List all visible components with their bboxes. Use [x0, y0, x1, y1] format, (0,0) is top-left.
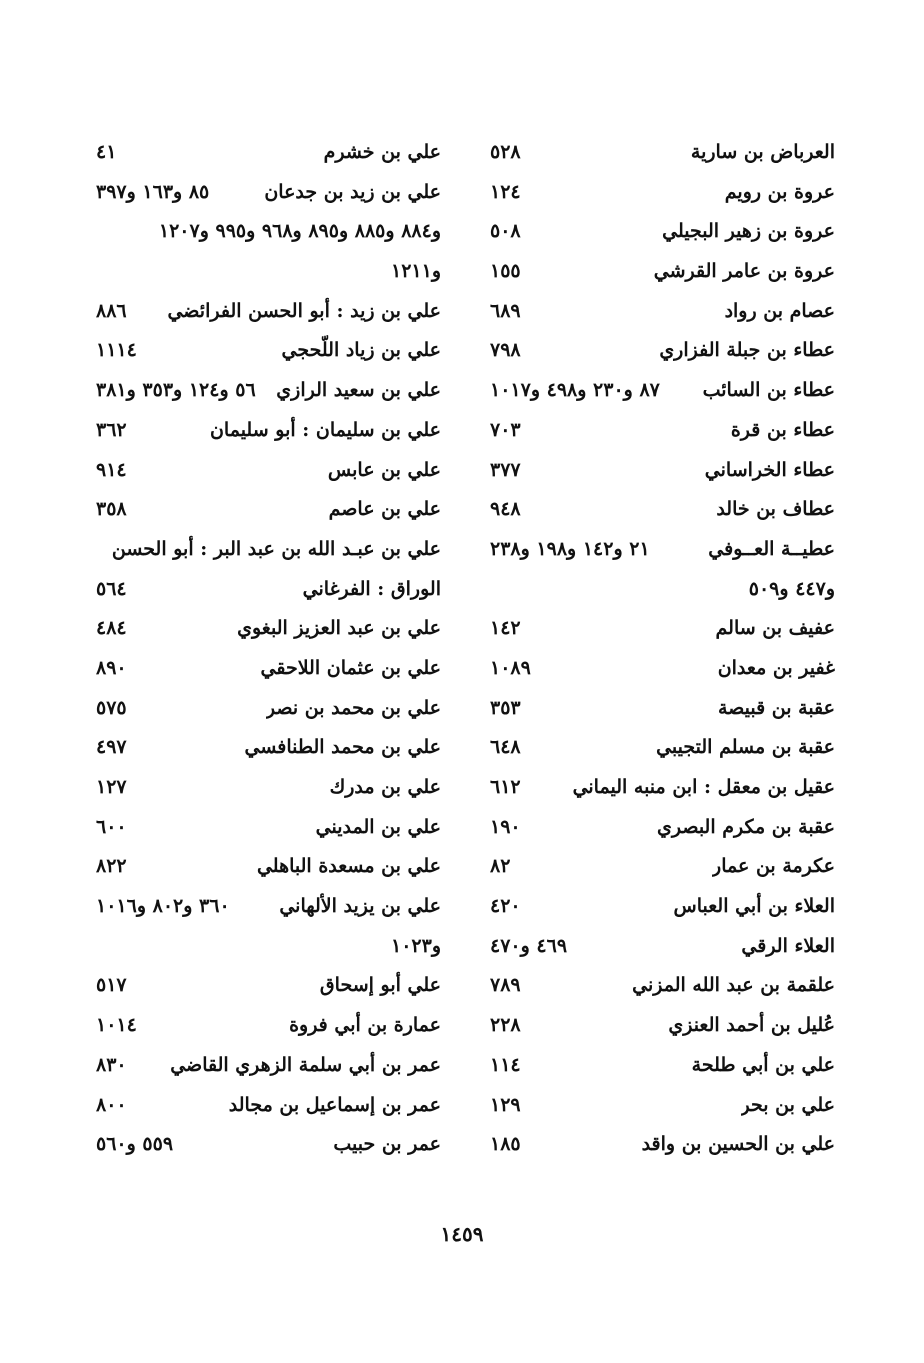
index-entry [96, 887, 441, 927]
entry-pages: ٦١٢ [490, 776, 521, 798]
entry-pages: ١١٤ [490, 1053, 521, 1076]
entry-name: عفيف بن سالم [715, 617, 835, 640]
index-entry [96, 371, 441, 411]
entry-pages: ٢٢٨ [490, 1014, 521, 1037]
entry-name: علقمة بن عبد الله المزني [632, 974, 835, 997]
index-entry [96, 411, 441, 451]
entry-pages: ٦٤٨ [490, 736, 521, 759]
entry-pages: ٨٢٢ [96, 855, 127, 878]
index-entry [490, 847, 835, 887]
entry-name: علي بن أبي طلحة [691, 1053, 835, 1076]
entry-pages: ٨٧ و٢٣٠ و٤٩٨ و١٠١٧ [490, 379, 660, 402]
entry-name: غفير بن معدان [717, 656, 835, 679]
index-entry [490, 1006, 835, 1046]
entry-pages: ٥٥٩ و٥٦٠ [96, 1133, 174, 1156]
index-entry [96, 728, 441, 768]
entry-pages: ١٠٨٩ [490, 656, 531, 679]
entry-pages: ٦٨٩ [490, 299, 521, 322]
index-entry [96, 331, 441, 371]
entry-pages: ١١١٤ [96, 339, 137, 362]
index-entry [490, 927, 835, 967]
index-entry [490, 371, 835, 411]
entry-pages: ٤٩٧ [96, 736, 127, 759]
entry-name: علي بن محمد الطنافسي [244, 736, 441, 759]
entry-name: عروة بن زهير البجيلي [662, 220, 835, 243]
entry-pages: ٨٩٠ [96, 656, 127, 679]
index-entry [490, 1046, 835, 1086]
entry-pages: ١٥٥ [490, 260, 521, 283]
index-entry [96, 689, 441, 729]
entry-name: علي بن عبد العزيز البغوي [237, 617, 441, 640]
index-entry [490, 331, 835, 371]
entry-pages: ١٨٥ [490, 1133, 521, 1156]
index-entry [490, 451, 835, 491]
entry-pages: ١٢٤ [490, 180, 521, 203]
entry-pages: ٣٥٣ [490, 696, 521, 719]
index-entry [96, 451, 441, 491]
entry-name: عطاء بن جبلة الفزاري [659, 339, 835, 362]
index-entry [96, 1086, 441, 1126]
entry-pages: ٧٨٩ [490, 974, 521, 997]
index-entry [96, 530, 441, 570]
entry-name: عمر بن أبي سلمة الزهري القاضي [170, 1053, 441, 1076]
entry-pages: ١٢٧ [96, 776, 127, 798]
entry-pages: ٨٥ و١٦٣ و٣٩٧ [96, 180, 210, 203]
entry-pages: ٥١٧ [96, 974, 127, 997]
entry-pages: ٨٨٦ [96, 299, 127, 322]
entry-name: عروة بن عامر القرشي [653, 260, 835, 283]
index-entry [96, 768, 441, 808]
index-entry [490, 411, 835, 451]
entry-name: علي بن يزيد الألهاني [279, 895, 441, 918]
index-entry [96, 808, 441, 848]
index-entry [490, 649, 835, 689]
index-entry [96, 173, 441, 213]
entry-name: علي بن عبـد الله بن عبد البر : أبو الحسن [111, 537, 441, 560]
entry-name: عمر بن حبيب [333, 1133, 441, 1156]
index-entry [490, 689, 835, 729]
entry-name: علي بن خشرم [323, 141, 441, 163]
entry-name: العلاء الرقي [741, 934, 835, 957]
index-entry [490, 768, 835, 808]
entry-name: عطاء الخراساني [704, 458, 835, 481]
entry-name: علي بن مسعدة الباهلي [256, 855, 441, 878]
entry-pages: ٢١ و١٤٢ و١٩٨ و٢٣٨ [490, 537, 650, 560]
index-entry [96, 212, 441, 252]
index-entry [490, 530, 835, 570]
entry-pages: ٤٨٤ [96, 617, 127, 640]
entry-name: عمارة بن أبي فروة [289, 1014, 441, 1037]
entry-name: علي بن المديني [315, 815, 441, 838]
entry-name: عصام بن رواد [724, 299, 835, 322]
entry-pages: ١٤٢ [490, 617, 521, 640]
entry-pages: ٥٦ و١٢٤ و٣٥٣ و٣٨١ [96, 379, 256, 402]
entry-pages: ٣٥٨ [96, 498, 127, 521]
index-entry [490, 292, 835, 332]
index-entry [490, 609, 835, 649]
entry-name: عطاء بن السائب [702, 379, 835, 402]
index-entry [490, 808, 835, 848]
entry-pages: ١٩٠ [490, 815, 521, 838]
index-entry [490, 1086, 835, 1126]
page-number: ١٤٥٩ [440, 1222, 484, 1246]
entry-name: علي بن زيد : أبو الحسن الفرائضي [167, 299, 441, 322]
entry-pages: ١٠١٤ [96, 1014, 137, 1037]
entry-pages: ٤٢٠ [490, 895, 521, 918]
index-column-left [96, 133, 441, 1165]
entry-name: علي بن مدرك [329, 776, 441, 798]
entry-name: و١٠٢٣ [390, 934, 441, 957]
entry-name: عطاء بن قرة [730, 418, 835, 441]
entry-name: علي بن الحسين بن واقد [641, 1133, 835, 1156]
index-entry [490, 728, 835, 768]
entry-name: علي بن عاصم [328, 498, 441, 521]
index-entry [96, 1046, 441, 1086]
entry-name: عطيــة العــوفي [708, 537, 835, 560]
index-entry [490, 570, 835, 610]
entry-name: علي بن بحر [740, 1093, 835, 1116]
entry-name: عقبة بن مسلم التجيبي [656, 736, 835, 759]
entry-name: و٤٤٧ و٥٠٩ [748, 577, 835, 600]
entry-pages: ٨٠٠ [96, 1093, 127, 1116]
entry-pages: ٥٦٤ [96, 577, 127, 600]
entry-pages: ٣٦٠ و٨٠٢ و١٠١٦ [96, 895, 230, 918]
entry-name: علي بن عثمان اللاحقي [260, 656, 441, 679]
entry-pages: ٩٤٨ [490, 498, 521, 521]
index-entry [490, 173, 835, 213]
entry-pages: ٧٠٣ [490, 418, 521, 441]
entry-name: عقبة بن قبيصة [717, 696, 835, 719]
entry-name: عُليل بن أحمد العنزي [668, 1014, 835, 1037]
index-entry [490, 490, 835, 530]
entry-name: عطاف بن خالد [716, 498, 835, 521]
entry-pages: ٤٦٩ و٤٧٠ [490, 934, 568, 957]
entry-name: علي بن زياد اللّحجي [281, 339, 441, 362]
entry-name: العلاء بن أبي العباس [673, 895, 835, 918]
index-entry [96, 570, 441, 610]
entry-pages: ٥٠٨ [490, 220, 521, 243]
entry-pages: ٤١ [96, 141, 117, 163]
entry-pages: ٥٢٨ [490, 141, 521, 163]
entry-pages: ٧٩٨ [490, 339, 521, 362]
entry-name: علي بن محمد بن نصر [265, 696, 441, 719]
index-entry [490, 966, 835, 1006]
index-entry [490, 133, 835, 173]
index-entry [96, 609, 441, 649]
entry-pages: ٩١٤ [96, 458, 127, 481]
entry-pages: ٨٣٠ [96, 1053, 127, 1076]
index-entry [490, 252, 835, 292]
entry-pages: ٣٦٢ [96, 418, 127, 441]
entry-name: عروة بن رويم [724, 180, 835, 203]
entry-pages: ٨٢ [490, 855, 511, 878]
entry-pages: ٦٠٠ [96, 815, 127, 838]
entry-name: علي بن سعيد الرازي [276, 379, 441, 402]
entry-pages: ٣٧٧ [490, 458, 521, 481]
entry-name: و١٢١١ [390, 260, 441, 283]
index-entry [96, 1125, 441, 1165]
index-entry [490, 212, 835, 252]
entry-name: علي أبو إسحاق [319, 974, 441, 997]
index-entry [96, 292, 441, 332]
index-entry [96, 649, 441, 689]
index-entry [96, 966, 441, 1006]
index-entry [96, 1006, 441, 1046]
entry-name: علي بن زيد بن جدعان [264, 180, 441, 203]
index-entry [96, 133, 441, 173]
index-entry [490, 887, 835, 927]
entry-name: عكرمة بن عمار [712, 855, 835, 878]
index-entry [96, 490, 441, 530]
entry-name: العرباض بن سارية [690, 141, 835, 163]
entry-name: عقبة بن مكرم البصري [656, 815, 835, 838]
index-entry [96, 927, 441, 967]
entry-name: الوراق : الفرغاني [302, 577, 441, 600]
index-entry [96, 847, 441, 887]
entry-name: علي بن سليمان : أبو سليمان [209, 418, 441, 441]
index-entry [96, 252, 441, 292]
entry-pages: ٥٧٥ [96, 696, 127, 719]
entry-name: و٨٨٤ و٨٨٥ و٨٩٥ و٩٦٨ و٩٩٥ و١٢٠٧ [158, 220, 441, 243]
entry-name: عمر بن إسماعيل بن مجالد [228, 1093, 441, 1116]
entry-name: عقيل بن معقل : ابن منبه اليماني [572, 776, 835, 798]
index-entry [490, 1125, 835, 1165]
entry-pages: ١٢٩ [490, 1093, 521, 1116]
index-column-right [490, 133, 835, 1165]
entry-name: علي بن عابس [327, 458, 441, 481]
